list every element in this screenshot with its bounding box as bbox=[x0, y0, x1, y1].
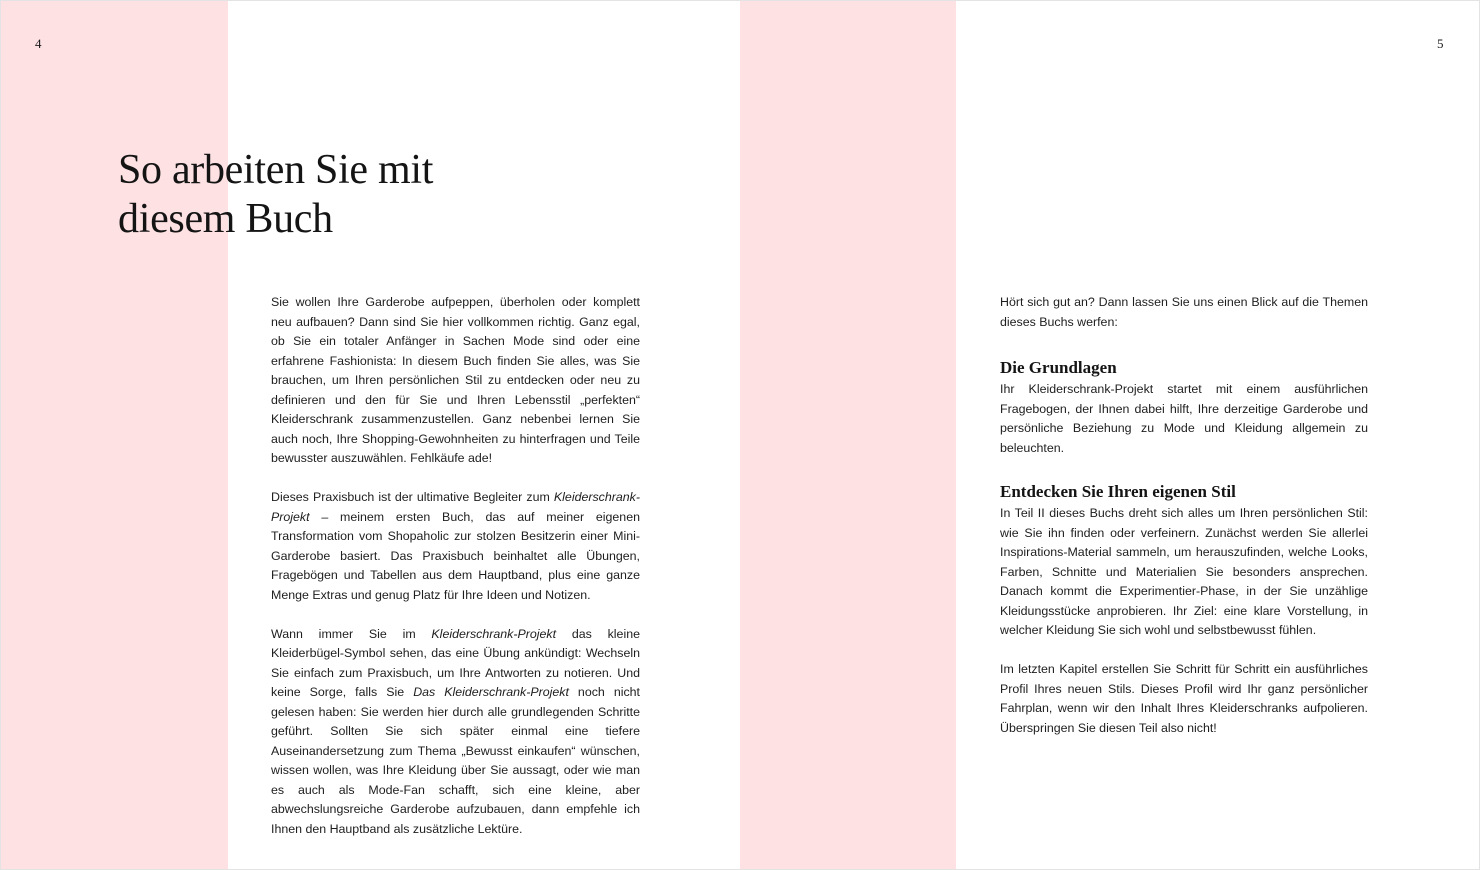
text-run: das kleine Kleiderbügel-Symbol sehen, das eine Übung ankündigt: Wechseln Sie einfach zum Praxisbuch, um Ihre Antworten zu notieren. Und keine Sorge, falls Sie bbox=[271, 626, 640, 699]
book-title-italic: Kleiderschrank-Projekt bbox=[271, 490, 640, 524]
text-run: Wann immer Sie im bbox=[271, 626, 432, 641]
paragraph-profile: Im letzten Kapitel erstellen Sie Schritt für Schritt ein ausführliches Profil Ihres neuen Stils. Dieses Profil wird Ihr ganz persönlicher Fahrplan, wenn wir den Inhalt Ihres Kleiderschranks aufpolieren. Überspringen Sie diesen Teil also nicht! bbox=[1000, 662, 1368, 735]
text-run: noch nicht gelesen haben: Sie werden hier durch alle grundlegenden Schritte geführt. Sollten Sie sich später einmal eine tiefere Auseinandersetzung zum Thema „Bewusst einkaufen“ wünschen, wissen wollen, was Ihre Kleidung über Sie aussagt, oder wie man es auch als Mode-Fan schafft, sich eine kleine, aber abwechslungsreiche Garderobe aufzubauen, dann empfehle ich Ihnen den Hauptband als zusätzliche Lektüre. bbox=[271, 685, 641, 836]
section-heading-basics: Die Grundlagen bbox=[1000, 358, 1117, 377]
page-number-right: 5 bbox=[1437, 36, 1444, 51]
page-number-left: 4 bbox=[35, 36, 42, 51]
text-run: Dieses Praxisbuch ist der ultimative Begleiter zum bbox=[271, 490, 554, 504]
text-run: – meinem ersten Buch, das auf meiner eigenen Transformation vom Shopaholic zur stolzen Besitzerin einer Mini-Garderobe basiert. Das Praxisbuch beinhaltet alle Übungen, Fragebögen und Tabellen aus dem Hauptband, plus eine ganze Menge Extras und genug Platz für Ihre Ideen und Notizen. bbox=[271, 509, 640, 602]
title-line-2: diesem Buch bbox=[118, 196, 333, 242]
title-line-1: So arbeiten Sie mit bbox=[118, 147, 434, 193]
paragraph-intro: Sie wollen Ihre Garderobe aufpeppen, überholen oder komplett neu aufbauen? Dann sind Sie hier vollkommen richtig. Ganz egal, ob Sie ein totaler Anfänger in Sachen Mode sind oder eine erfahrene Fashionista: In diesem Buch finden Sie alles, was Sie brauchen, um Ihren persönlichen Stil zu entdecken oder neu zu definieren und den für Sie und Ihren Lebensstil „perfekten“ Kleiderschrank zusammenzustellen. Ganz nebenbei lernen Sie auch noch, Ihre Shopping-Gewohnheiten zu hinterfragen und Teile bewusster auszuwählen. Fehlkäufe ade! bbox=[271, 295, 640, 465]
book-title-italic: Das Kleiderschrank-Projekt bbox=[413, 685, 569, 699]
paragraph-basics: Ihr Kleiderschrank-Projekt startet mit einem ausführlichen Fragebogen, der Ihnen dabei hilft, Ihre derzeitige Garderobe und persönliche Beziehung zu Mode und Kleidung allgemein zu beleuchten. bbox=[1000, 382, 1368, 455]
paragraph-style: In Teil II dieses Buchs dreht sich alles um Ihren persönlichen Stil: wie Sie ihn finden oder verfeinern. Zunächst werden Sie allerlei Inspirations-Material sammeln, um herauszufinden, welche Looks, Farben, Schnitte und Materialien Sie besonders ansprechen. Danach kommt die Experimentier-Phase, in der Sie unzählige Kleidungsstücke anprobieren. Ihr Ziel: eine klare Vorstellung, in welcher Kleidung Sie sich wohl und selbstbewusst fühlen. bbox=[1000, 506, 1368, 637]
paragraph-topics-intro: Hört sich gut an? Dann lassen Sie uns einen Blick auf die Themen dieses Buchs werfen: bbox=[1000, 295, 1368, 329]
section-heading-style: Entdecken Sie Ihren eigenen Stil bbox=[1000, 482, 1236, 501]
book-title-italic: Kleiderschrank-Projekt bbox=[431, 626, 557, 641]
